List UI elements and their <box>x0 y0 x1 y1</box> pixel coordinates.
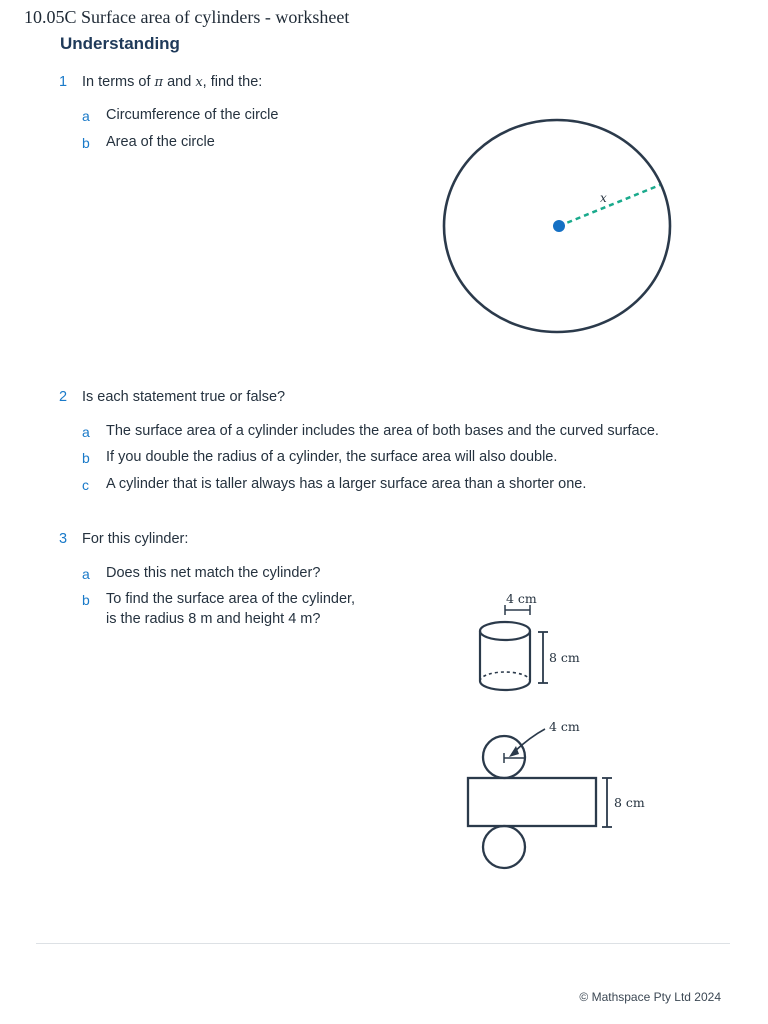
question-1-prompt-post: , find the: <box>202 74 263 90</box>
question-2-part-a-text: The surface area of a cylinder includes the area of both bases and the curved surface. <box>106 423 659 439</box>
question-3-part-b-label: b <box>82 592 90 608</box>
question-3-prompt: For this cylinder: <box>82 531 189 547</box>
question-2-part-b-label: b <box>82 450 90 466</box>
question-1-prompt <box>82 74 262 90</box>
center-point <box>553 220 565 232</box>
copyright-notice: © Mathspace Pty Ltd 2024 <box>579 990 721 1004</box>
cylinder-bottom-back <box>480 672 530 681</box>
net-bottom-circle <box>483 826 525 868</box>
radius-line <box>559 185 660 226</box>
cylinder-top <box>480 622 530 640</box>
question-2-part-c-label: c <box>82 477 89 493</box>
x-variable: x <box>195 75 203 90</box>
radius-value: 8 <box>188 611 197 627</box>
radius-label: x <box>600 191 607 205</box>
height-value: 4 <box>288 611 297 627</box>
question-3-part-a-label: a <box>82 566 90 582</box>
line2-pre: is the radius <box>106 611 189 627</box>
question-1-part-b-label: b <box>82 135 90 151</box>
question-2-part-a-label: a <box>82 424 90 440</box>
radius-unit: m <box>196 611 213 627</box>
question-1-prompt-mid: and <box>163 74 196 90</box>
question-3-part-b-line1: To find the surface area of the cylinder, <box>106 591 356 607</box>
cylinder-bottom-front <box>480 681 530 690</box>
net-radius-label: 4 cm <box>549 719 580 734</box>
height-unit: m <box>296 611 313 627</box>
line2-mid: and height <box>212 611 289 627</box>
section-heading: Understanding <box>60 34 180 53</box>
question-1-prompt-pre: In terms of <box>82 74 155 90</box>
net-rectangle <box>468 778 596 826</box>
radius-arrow-head <box>509 746 519 757</box>
question-1-part-a-text: Circumference of the circle <box>106 107 279 123</box>
pi-symbol: π <box>154 75 164 90</box>
question-1-part-a-label: a <box>82 108 90 124</box>
cylinder-side-label: 8 cm <box>549 650 580 665</box>
worksheet-title: 10.05C Surface area of cylinders - worksheet <box>24 7 350 27</box>
question-2-part-c-text: A cylinder that is taller always has a larger surface area than a shorter one. <box>106 476 587 492</box>
footer-divider <box>36 943 730 944</box>
question-2-part-b-text: If you double the radius of a cylinder, the surface area will also double. <box>106 449 558 465</box>
question-3-part-a-text: Does this net match the cylinder? <box>106 565 321 581</box>
cylinder-top-label: 4 cm <box>506 591 537 606</box>
question-3-part-b-line2 <box>106 611 320 627</box>
question-2-prompt: Is each statement true or false? <box>82 389 286 405</box>
cylinder-diagram <box>470 588 590 694</box>
line2-post: ? <box>312 611 321 627</box>
question-1-part-b-text: Area of the circle <box>106 134 215 150</box>
net-height-label: 8 cm <box>614 795 645 810</box>
circle-diagram <box>436 112 678 342</box>
question-number-1: 1 <box>59 74 68 90</box>
cylinder-net-diagram <box>460 714 660 874</box>
question-number-3: 3 <box>59 531 68 547</box>
question-number-2: 2 <box>59 389 68 405</box>
